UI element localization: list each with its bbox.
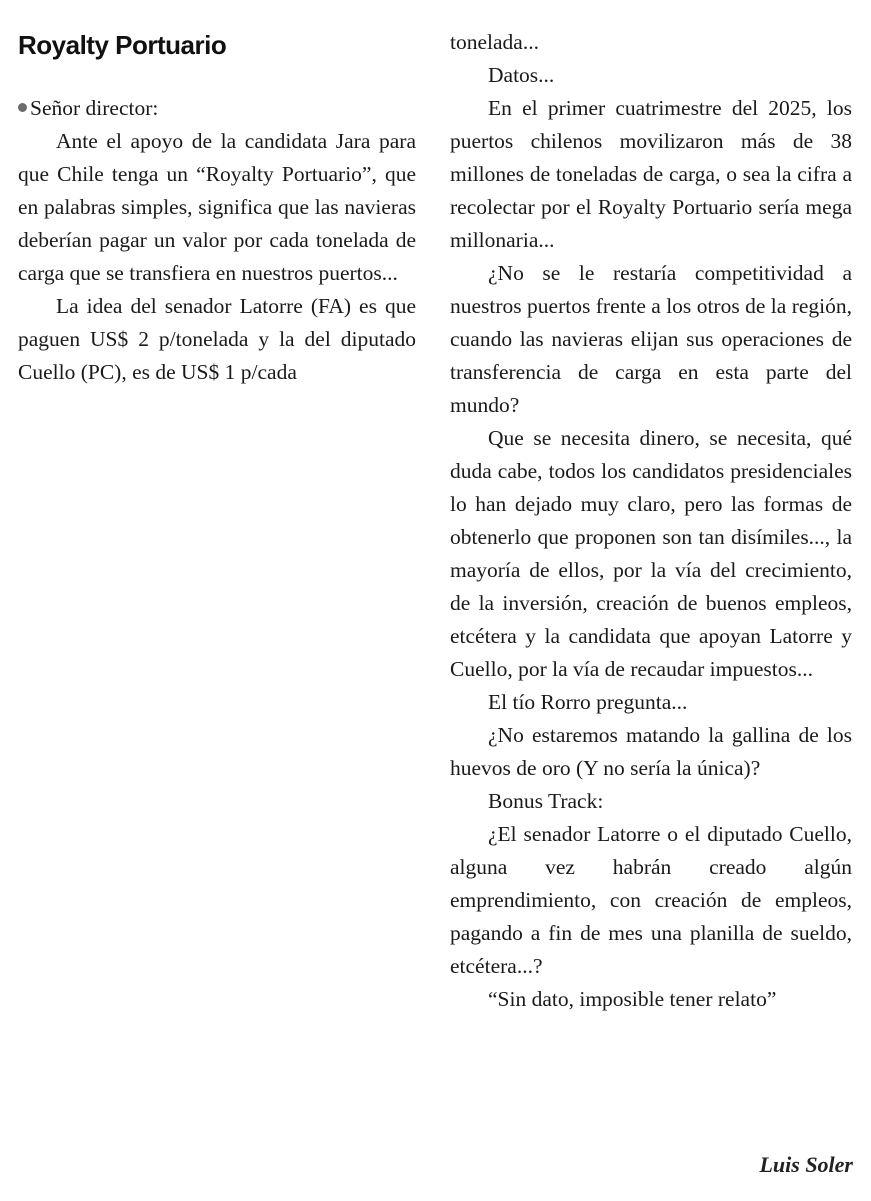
paragraph-3: Datos... — [488, 63, 555, 87]
right-column — [450, 26, 852, 1016]
paragraph-2-end: tonelada... — [450, 30, 539, 54]
paragraph-6: Que se necesita dinero, se necesita, qué duda cabe, todos los candidatos presidenciales lo han dejado muy claro, pero las formas de obtenerlo que proponen son tan disímiles..., la mayoría de ellos, por la vía del crecimiento, de la inversión, creación de buenos empleos, etcétera y la candidata que apoyan Latorre y Cuello, por la vía de recaudar impuestos... — [450, 426, 852, 681]
author-signature: Luis Soler — [759, 1152, 853, 1177]
paragraph-9: Bonus Track: — [488, 789, 604, 813]
left-column — [18, 92, 416, 389]
paragraph-8: ¿No estaremos matando la gallina de los huevos de oro (Y no sería la única)? — [450, 723, 852, 780]
paragraph-11: “Sin dato, imposible tener relato” — [488, 987, 777, 1011]
paragraph-1: Ante el apoyo de la candidata Jara para que Chile tenga un “Royalty Portuario”, que en palabras simples, significa que las navieras deberían pagar un valor por cada tonelada de carga que se transfiera en nuestros puertos... — [18, 129, 416, 285]
paragraph-2-start: La idea del senador Latorre (FA) es que paguen US$ 2 p/tonelada y la del diputado Cuello (PC), es de US$ 1 p/cada — [18, 294, 416, 384]
salutation — [18, 92, 416, 125]
salutation-text: Señor director: — [30, 96, 159, 120]
paragraph-10: ¿El senador Latorre o el diputado Cuello, alguna vez habrán creado algún emprendimiento, con creación de empleos, pagando a fin de mes una planilla de sueldo, etcétera...? — [450, 822, 852, 978]
paragraph-7: El tío Rorro pregunta... — [488, 690, 688, 714]
paragraph-4: En el primer cuatrimestre del 2025, los puertos chilenos movilizaron más de 38 millones de toneladas de carga, o sea la cifra a recolectar por el Royalty Portuario sería mega millonaria... — [450, 96, 852, 252]
paragraph-5: ¿No se le restaría competitividad a nuestros puertos frente a los otros de la región, cuando las navieras elijan sus operaciones de transferencia de carga en esta parte del mundo? — [450, 261, 852, 417]
bullet-dot-icon — [18, 103, 27, 112]
article-title: Royalty Portuario — [18, 30, 227, 60]
